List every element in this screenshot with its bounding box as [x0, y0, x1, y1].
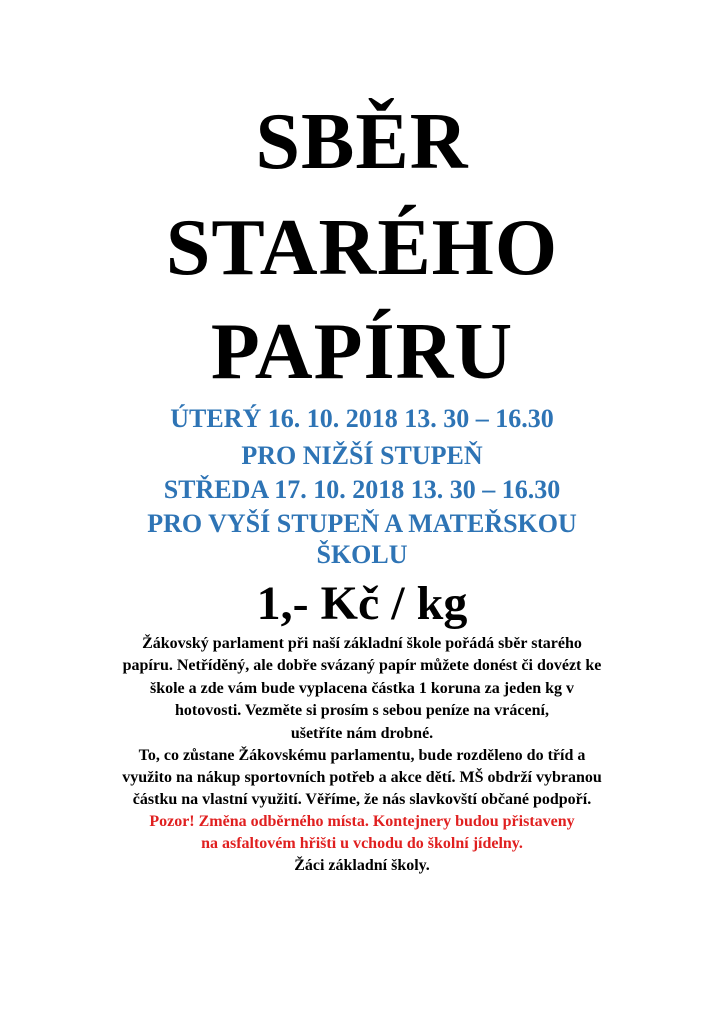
body-line: částku na vlastní využití. Věříme, že nás slavkovští občané podpoří.: [132, 791, 592, 808]
schedule-group-2-cont: ŠKOLU: [316, 540, 408, 569]
title-line-3: PAPÍRU: [210, 308, 514, 396]
signature: Žáci základní školy.: [294, 857, 430, 874]
body-line: ušetříte nám drobné.: [290, 725, 434, 742]
schedule-date-1: ÚTERÝ 16. 10. 2018 13. 30 – 16.30: [170, 404, 554, 433]
body-line: využito na nákup sportovních potřeb a akce dětí. MŠ obdrží vybranou: [122, 769, 602, 786]
title-line-2: STARÉHO: [165, 204, 559, 292]
schedule-date-2: STŘEDA 17. 10. 2018 13. 30 – 16.30: [163, 475, 561, 504]
notice-line-2: na asfaltovém hřišti u vchodu do školní jídelny.: [201, 835, 523, 852]
title-line-1: SBĚR: [255, 98, 469, 186]
body-line: To, co zůstane Žákovskému parlamentu, bude rozděleno do tříd a: [138, 747, 586, 764]
body-line: papíru. Netříděný, ale dobře svázaný papír můžete donést či dovézt ke: [122, 657, 602, 674]
body-line: Žákovský parlament při naší základní škole pořádá sběr starého: [142, 635, 582, 652]
price: 1,- Kč / kg: [256, 577, 468, 630]
notice-line-1: Pozor! Změna odběrného místa. Kontejnery budou přistaveny: [149, 813, 575, 830]
schedule-group-2: PRO VYŠÍ STUPEŇ A MATEŘSKOU: [147, 509, 577, 538]
body-line: škole a zde vám bude vyplacena částka 1 koruna za jeden kg v: [149, 680, 575, 697]
body-line: hotovosti. Vezměte si prosím s sebou peníze na vrácení,: [175, 702, 549, 719]
schedule-group-1: PRO NIŽŠÍ STUPEŇ: [241, 441, 483, 470]
